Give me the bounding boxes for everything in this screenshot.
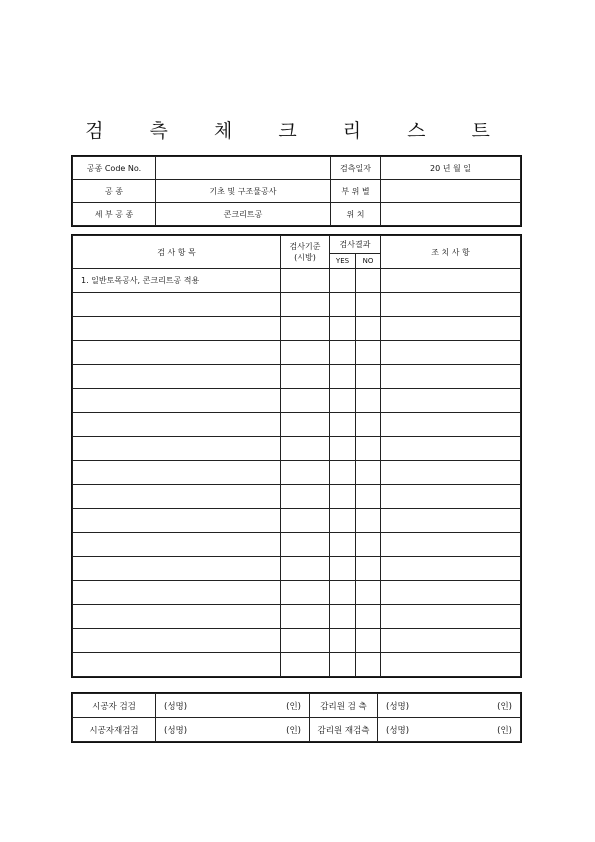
checklist-no-cell[interactable] (356, 629, 381, 653)
checklist-standard-cell[interactable] (281, 269, 330, 293)
checklist-yes-cell[interactable] (330, 557, 356, 581)
checklist-item-cell[interactable] (73, 653, 281, 677)
checklist-item-cell[interactable] (73, 629, 281, 653)
checklist-no-cell[interactable] (356, 605, 381, 629)
supervisor-seal: (인) (497, 701, 512, 712)
checklist-standard-cell[interactable] (281, 437, 330, 461)
supervisor-re-signature-field[interactable] (378, 718, 521, 742)
checklist-action-cell[interactable] (381, 653, 521, 677)
checklist-no-cell[interactable] (356, 293, 381, 317)
checklist-standard-cell[interactable] (281, 485, 330, 509)
col-yes-header: YES (330, 254, 356, 269)
col-no-header: NO (356, 254, 381, 269)
checklist-action-cell[interactable] (381, 389, 521, 413)
checklist-item-cell[interactable] (73, 509, 281, 533)
contractor-signature-field[interactable] (156, 694, 310, 718)
checklist-no-cell[interactable] (356, 653, 381, 677)
checklist-item-cell[interactable] (73, 461, 281, 485)
checklist-action-cell[interactable] (381, 581, 521, 605)
col-standard-header (281, 236, 330, 269)
checklist-yes-cell[interactable] (330, 461, 356, 485)
checklist-yes-cell[interactable] (330, 389, 356, 413)
checklist-row (73, 365, 521, 389)
checklist-row (73, 437, 521, 461)
checklist-no-cell[interactable] (356, 461, 381, 485)
location-value[interactable] (381, 180, 521, 203)
type-label: 공 종 (73, 180, 156, 203)
checklist-yes-cell[interactable] (330, 653, 356, 677)
checklist-item-cell[interactable] (73, 413, 281, 437)
checklist-row (73, 461, 521, 485)
checklist-item-cell[interactable] (73, 605, 281, 629)
type-value[interactable]: 기초 및 구조물공사 (156, 180, 331, 203)
checklist-standard-cell[interactable] (281, 581, 330, 605)
checklist-row (73, 413, 521, 437)
checklist-item-cell[interactable] (73, 437, 281, 461)
contractor-re-seal: (인) (286, 725, 301, 736)
checklist-action-cell[interactable] (381, 461, 521, 485)
checklist-action-cell[interactable] (381, 629, 521, 653)
checklist-row (73, 485, 521, 509)
checklist-no-cell[interactable] (356, 485, 381, 509)
checklist-row (73, 293, 521, 317)
contractor-sign: (성명) (164, 701, 188, 712)
supervisor-re-label: 감리원 재검측 (310, 718, 378, 742)
checklist-yes-cell[interactable] (330, 341, 356, 365)
checklist-row (73, 389, 521, 413)
checklist-item-cell[interactable] (73, 533, 281, 557)
checklist-no-cell[interactable] (356, 317, 381, 341)
checklist-action-cell[interactable] (381, 293, 521, 317)
checklist-row (73, 653, 521, 677)
checklist-yes-cell[interactable] (330, 533, 356, 557)
page-title: 검 측 체 크 리 스 트 (85, 120, 510, 142)
position-label: 위 치 (331, 203, 381, 226)
checklist-yes-cell[interactable] (330, 485, 356, 509)
checklist-row (73, 629, 521, 653)
checklist-item-cell[interactable] (73, 341, 281, 365)
checklist-row (73, 341, 521, 365)
contractor-seal: (인) (286, 701, 301, 712)
checklist-item-cell[interactable] (73, 485, 281, 509)
contractor-re-sign: (성명) (164, 725, 188, 736)
subtype-label: 세 부 공 종 (73, 203, 156, 226)
checklist-standard-cell[interactable] (281, 509, 330, 533)
checklist-no-cell[interactable] (356, 365, 381, 389)
checklist-row (73, 581, 521, 605)
contractor-re-label: 시공자재검검 (73, 718, 156, 742)
contractor-re-signature-field[interactable] (156, 718, 310, 742)
checklist-table (72, 235, 521, 677)
checklist-standard-cell[interactable] (281, 461, 330, 485)
date-value[interactable]: 20 년 월 일 (381, 157, 521, 180)
checklist-action-cell[interactable] (381, 485, 521, 509)
checklist-standard-cell[interactable] (281, 365, 330, 389)
checklist-item-cell[interactable] (73, 557, 281, 581)
checklist-yes-cell[interactable] (330, 509, 356, 533)
code-label: 공종 Code No. (73, 157, 156, 180)
signature-table (72, 693, 521, 742)
checklist-no-cell[interactable] (356, 533, 381, 557)
code-value[interactable] (156, 157, 331, 180)
subtype-value[interactable]: 콘크리트공 (156, 203, 331, 226)
checklist-action-cell[interactable] (381, 365, 521, 389)
checklist-no-cell[interactable] (356, 389, 381, 413)
checklist-action-cell[interactable] (381, 269, 521, 293)
checklist-action-cell[interactable] (381, 413, 521, 437)
header-table (72, 156, 521, 226)
checklist-action-cell[interactable] (381, 557, 521, 581)
checklist-no-cell[interactable] (356, 437, 381, 461)
col-standard-line2: (시방) (294, 253, 316, 262)
checklist-no-cell[interactable] (356, 581, 381, 605)
checklist-no-cell[interactable] (356, 557, 381, 581)
checklist-standard-cell[interactable] (281, 341, 330, 365)
checklist-item-cell[interactable]: 1. 일반토목공사, 콘크리트공 적용 (73, 269, 281, 293)
supervisor-signature-field[interactable] (378, 694, 521, 718)
checklist-action-cell[interactable] (381, 317, 521, 341)
checklist-item-cell[interactable] (73, 317, 281, 341)
checklist-yes-cell[interactable] (330, 317, 356, 341)
checklist-yes-cell[interactable] (330, 437, 356, 461)
checklist-item-cell[interactable] (73, 389, 281, 413)
checklist-row (73, 557, 521, 581)
checklist-no-cell[interactable] (356, 509, 381, 533)
checklist-standard-cell[interactable] (281, 653, 330, 677)
position-value[interactable] (381, 203, 521, 226)
checklist-standard-cell[interactable] (281, 533, 330, 557)
checklist-item-cell[interactable] (73, 293, 281, 317)
checklist-no-cell[interactable] (356, 269, 381, 293)
checklist-action-cell[interactable] (381, 605, 521, 629)
col-standard-line1: 검사기준 (289, 242, 321, 251)
checklist-yes-cell[interactable] (330, 365, 356, 389)
checklist-standard-cell[interactable] (281, 317, 330, 341)
supervisor-re-sign: (성명) (386, 725, 410, 736)
checklist-standard-cell[interactable] (281, 557, 330, 581)
col-item-header: 검 사 항 목 (73, 236, 281, 269)
col-result-header: 검사결과 (330, 236, 381, 254)
checklist-row (73, 605, 521, 629)
checklist-standard-cell[interactable] (281, 389, 330, 413)
contractor-label: 시공자 검검 (73, 694, 156, 718)
checklist-standard-cell[interactable] (281, 413, 330, 437)
supervisor-label: 감리원 검 측 (310, 694, 378, 718)
checklist-action-cell[interactable] (381, 533, 521, 557)
checklist-no-cell[interactable] (356, 413, 381, 437)
date-label: 검측일자 (331, 157, 381, 180)
checklist-row (73, 533, 521, 557)
checklist-action-cell[interactable] (381, 341, 521, 365)
checklist-yes-cell[interactable] (330, 293, 356, 317)
checklist-action-cell[interactable] (381, 509, 521, 533)
supervisor-re-seal: (인) (497, 725, 512, 736)
checklist-no-cell[interactable] (356, 341, 381, 365)
checklist-yes-cell[interactable] (330, 269, 356, 293)
checklist-standard-cell[interactable] (281, 629, 330, 653)
checklist-yes-cell[interactable] (330, 629, 356, 653)
checklist-action-cell[interactable] (381, 437, 521, 461)
col-action-header: 조 치 사 항 (381, 236, 521, 269)
checklist-item-cell[interactable] (73, 365, 281, 389)
checklist-standard-cell[interactable] (281, 293, 330, 317)
checklist-row (73, 269, 521, 293)
location-label: 부 위 별 (331, 180, 381, 203)
checklist-yes-cell[interactable] (330, 581, 356, 605)
checklist-item-cell[interactable] (73, 581, 281, 605)
checklist-standard-cell[interactable] (281, 605, 330, 629)
checklist-row (73, 317, 521, 341)
checklist-yes-cell[interactable] (330, 413, 356, 437)
checklist-yes-cell[interactable] (330, 605, 356, 629)
checklist-row (73, 509, 521, 533)
supervisor-sign: (성명) (386, 701, 410, 712)
